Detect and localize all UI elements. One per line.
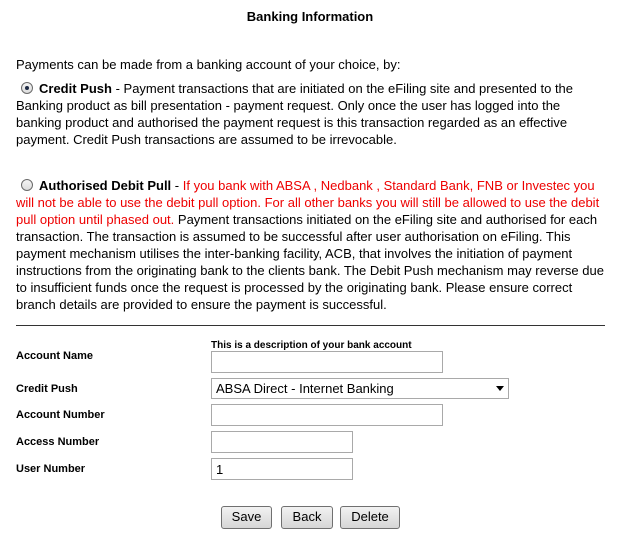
page-title: Banking Information (246, 9, 374, 24)
account-description-hint: This is a description of your bank account (211, 340, 412, 351)
access-number-label: Access Number (16, 436, 100, 448)
account-number-label: Account Number (16, 409, 105, 421)
credit-push-description: - Payment transactions that are initiated on the eFiling site and presented to the Banking product as bill presentation - payment request. Only once the user has logged into the banking product and authorised the payment request is this transaction regarded as an effective payment. Credit Push transactions are assumed to be irrevocable. (16, 81, 574, 147)
credit-push-option (16, 80, 608, 148)
debit-pull-warning: If you bank with ABSA , Nedbank , Standard Bank, FNB or Investec you will not be able to use the debit pull option. For all other banks you will still be allowed to use the debit pull option until phased out. (16, 178, 600, 227)
credit-push-label: Credit Push (39, 81, 112, 96)
debit-pull-radio[interactable] (21, 179, 33, 191)
chevron-down-icon (496, 386, 504, 391)
debit-pull-separator: - (171, 178, 183, 193)
credit-push-field-label: Credit Push (16, 383, 78, 395)
user-number-label: User Number (16, 463, 86, 475)
access-number-input[interactable] (211, 431, 353, 453)
credit-push-selected-value: ABSA Direct - Internet Banking (216, 381, 394, 396)
user-number-input[interactable] (211, 458, 353, 480)
intro-text: Payments can be made from a banking account of your choice, by: (16, 57, 401, 72)
account-name-label: Account Name (16, 350, 94, 362)
debit-pull-label: Authorised Debit Pull (39, 178, 172, 193)
account-number-input[interactable] (211, 404, 443, 426)
delete-button[interactable]: Delete (340, 506, 400, 529)
divider (16, 325, 605, 326)
save-button[interactable]: Save (221, 506, 272, 529)
credit-push-radio[interactable] (21, 82, 33, 94)
back-button[interactable]: Back (281, 506, 333, 529)
debit-pull-option (16, 177, 608, 313)
credit-push-select[interactable] (211, 378, 509, 399)
debit-pull-description: Payment transactions initiated on the eFiling site and authorised for each transaction. The transaction is assumed to be successful after user authorisation on eFiling. This payment mechanism utilises the inter-banking facility, ACB, that involves the initiation of payment instructions from the originating bank to the clients bank. The Debit Push mechanism may reverse due to insufficient funds once the request is processed by the originating bank. Please ensure correct branch details are provided to ensure the payment is successful. (16, 212, 604, 312)
account-name-input[interactable] (211, 351, 443, 373)
